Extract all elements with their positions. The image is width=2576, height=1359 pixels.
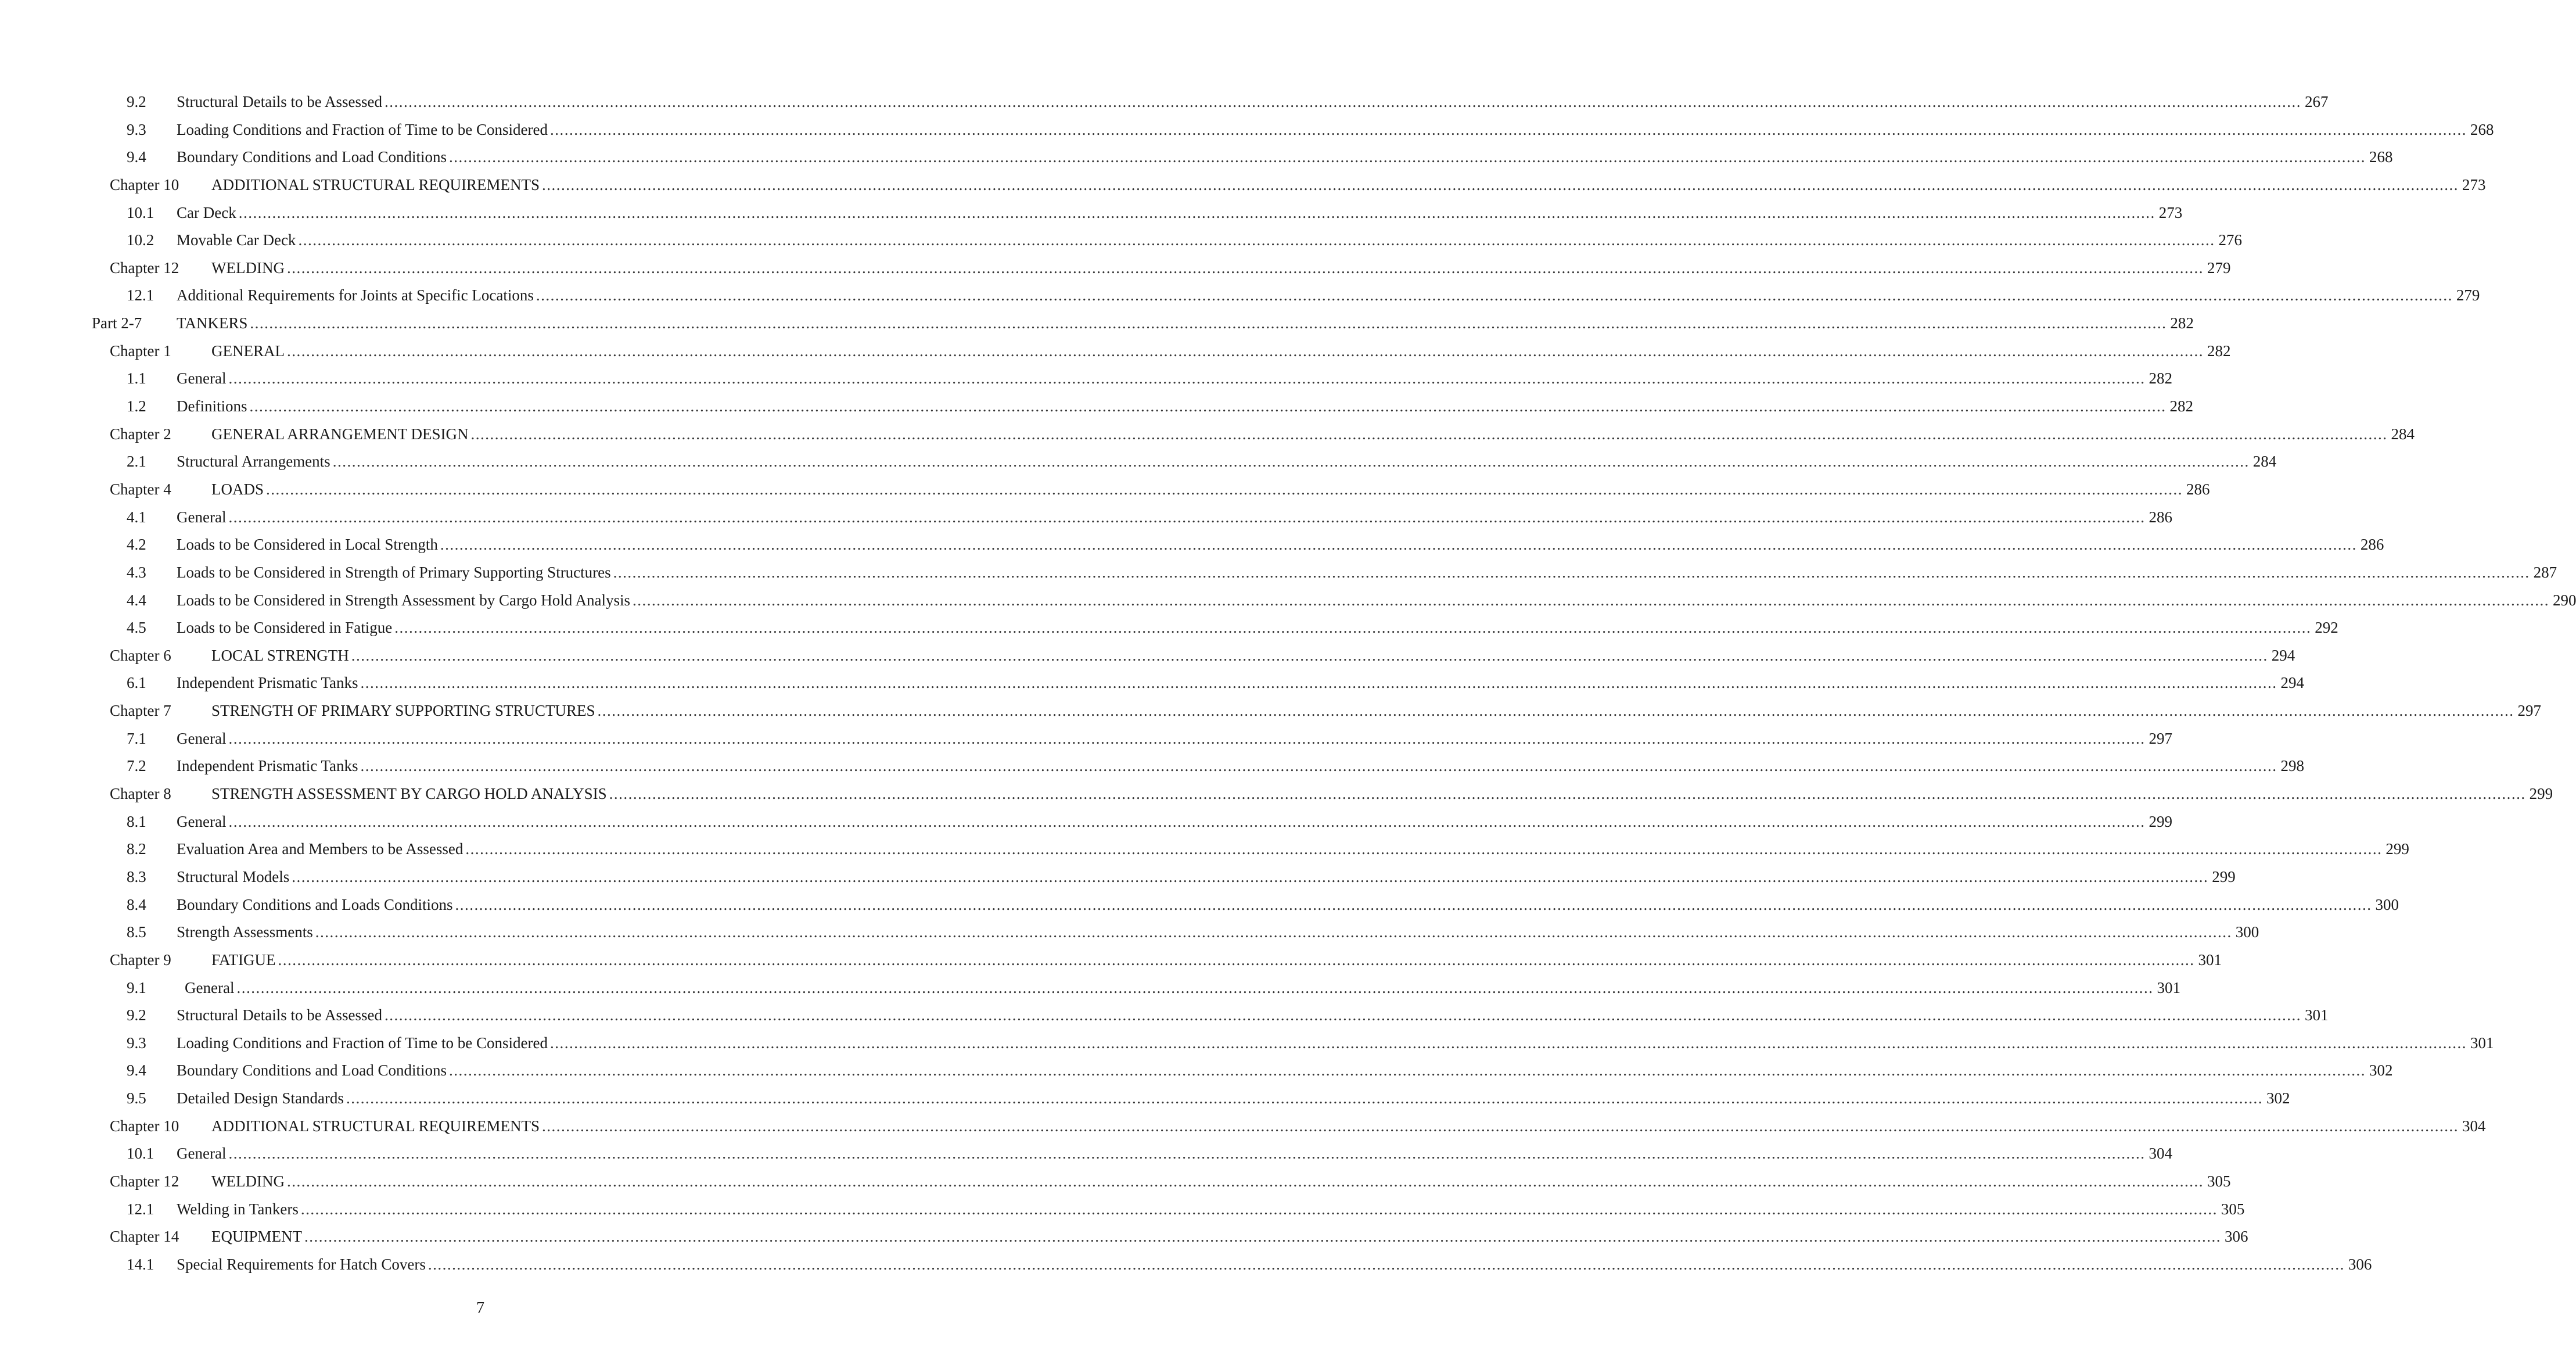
toc-entry-title: Loading Conditions and Fraction of Time to be Considered — [177, 1034, 548, 1052]
toc-entry-section[interactable] — [0, 1057, 2393, 1085]
toc-entry-title: General — [177, 370, 227, 388]
toc-dot-leader: ................................................................................................................................................................................................................................................................................................................................................................................................................ — [597, 702, 2514, 720]
toc-entry-section[interactable] — [0, 1196, 2245, 1224]
toc-entry-page: 294 — [2280, 674, 2305, 692]
toc-entry-section[interactable] — [0, 1251, 2372, 1279]
toc-entry-number: Chapter 10 — [110, 175, 179, 193]
toc-entry-leader-line — [177, 614, 2338, 642]
toc-entry-number: 8.2 — [127, 840, 146, 858]
toc-entry-page: 299 — [2212, 867, 2236, 885]
toc-entry-number: Chapter 12 — [110, 1172, 179, 1190]
toc-entry-title: Evaluation Area and Members to be Assessed — [177, 840, 464, 858]
toc-dot-leader: ................................................................................................................................................................................................................................................................................................................................................................................................................ — [384, 1006, 2301, 1024]
toc-entry-page: 297 — [2517, 702, 2541, 720]
toc-entry-title: Additional Requirements for Joints at Specific Locations — [177, 286, 534, 304]
toc-entry-page: 298 — [2280, 757, 2305, 775]
toc-dot-leader: ................................................................................................................................................................................................................................................................................................................................................................................................................ — [541, 1117, 2459, 1135]
toc-dot-leader: ................................................................................................................................................................................................................................................................................................................................................................................................................ — [609, 785, 2526, 803]
toc-entry-number: Chapter 14 — [110, 1228, 179, 1246]
toc-entry-page: 286 — [2149, 508, 2172, 526]
toc-entry-page: 299 — [2149, 812, 2172, 830]
toc-entry-title: LOADS — [211, 480, 264, 498]
toc-entry-title: Independent Prismatic Tanks — [177, 757, 358, 775]
toc-dot-leader: ................................................................................................................................................................................................................................................................................................................................................................................................................ — [632, 591, 2549, 609]
toc-entry-number: 9.5 — [127, 1089, 146, 1107]
toc-entry-number: 14.1 — [127, 1255, 155, 1273]
toc-entry-leader-line — [211, 946, 2222, 974]
toc-dot-leader: ................................................................................................................................................................................................................................................................................................................................................................................................................ — [549, 1034, 2467, 1052]
toc-entry-title: ADDITIONAL STRUCTURAL REQUIREMENTS — [211, 1117, 540, 1135]
toc-entry-leader-line — [211, 338, 2231, 365]
toc-entry-section[interactable] — [0, 1085, 2290, 1113]
toc-entry-leader-line — [211, 1113, 2486, 1141]
toc-entry-page: 302 — [2369, 1062, 2393, 1080]
toc-entry-page: 286 — [2186, 480, 2210, 498]
toc-entry-page: 294 — [2271, 646, 2295, 664]
toc-entry-title: Structural Arrangements — [177, 453, 330, 471]
toc-dot-leader: ................................................................................................................................................................................................................................................................................................................................................................................................................ — [250, 314, 2167, 332]
toc-entry-number: 10.2 — [127, 231, 155, 249]
toc-dot-leader: ................................................................................................................................................................................................................................................................................................................................................................................................................ — [465, 840, 2383, 858]
toc-entry-chapter[interactable] — [0, 338, 2231, 365]
toc-entry-title: Independent Prismatic Tanks — [177, 674, 358, 692]
toc-dot-leader: ................................................................................................................................................................................................................................................................................................................................................................................................................ — [427, 1255, 2345, 1273]
toc-entry-leader-line — [211, 171, 2486, 199]
toc-entry-section[interactable] — [0, 559, 2557, 587]
toc-dot-leader: ................................................................................................................................................................................................................................................................................................................................................................................................................ — [360, 674, 2277, 692]
toc-dot-leader: ................................................................................................................................................................................................................................................................................................................................................................................................................ — [292, 867, 2209, 885]
toc-entry-title: Loads to be Considered in Strength Assessment by Cargo Hold Analysis — [177, 591, 630, 609]
toc-entry-section[interactable] — [0, 919, 2259, 946]
toc-entry-page: 300 — [2375, 895, 2399, 913]
toc-dot-leader: ................................................................................................................................................................................................................................................................................................................................................................................................................ — [315, 923, 2232, 941]
toc-entry-page: 305 — [2207, 1172, 2231, 1190]
toc-entry-section[interactable] — [0, 836, 2409, 863]
toc-entry-page: 267 — [2304, 93, 2329, 110]
toc-dot-leader: ................................................................................................................................................................................................................................................................................................................................................................................................................ — [541, 175, 2459, 193]
toc-dot-leader: ................................................................................................................................................................................................................................................................................................................................................................................................................ — [266, 480, 2183, 498]
toc-dot-leader: ................................................................................................................................................................................................................................................................................................................................................................................................................ — [346, 1089, 2263, 1107]
toc-entry-leader-line — [177, 310, 2194, 338]
toc-entry-section[interactable] — [0, 669, 2305, 697]
toc-entry-number: 9.4 — [127, 148, 146, 166]
toc-entry-number: Chapter 4 — [110, 480, 171, 498]
toc-entry-section[interactable] — [0, 725, 2172, 753]
toc-entry-number: Chapter 10 — [110, 1117, 179, 1135]
toc-entry-number: 7.2 — [127, 757, 146, 775]
toc-entry-number: Chapter 12 — [110, 259, 179, 277]
toc-entry-section[interactable] — [0, 1030, 2494, 1057]
toc-entry-page: 300 — [2235, 923, 2259, 941]
toc-entry-title: Detailed Design Standards — [177, 1089, 344, 1107]
toc-entry-title: Loads to be Considered in Fatigue — [177, 619, 393, 637]
toc-entry-section[interactable] — [0, 808, 2172, 836]
toc-entry-page: 299 — [2529, 785, 2553, 803]
toc-entry-chapter[interactable] — [0, 421, 2415, 449]
toc-entry-leader-line — [177, 587, 2576, 615]
toc-entry-section[interactable] — [0, 393, 2193, 421]
toc-entry-number: 1.2 — [127, 397, 146, 415]
toc-dot-leader: ................................................................................................................................................................................................................................................................................................................................................................................................................ — [278, 951, 2195, 969]
toc-dot-leader: ................................................................................................................................................................................................................................................................................................................................................................................................................ — [394, 619, 2312, 637]
toc-entry-title: Boundary Conditions and Load Conditions — [177, 148, 447, 166]
toc-entry-page: 290 — [2552, 591, 2576, 609]
toc-entry-page: 279 — [2456, 286, 2480, 304]
toc-entry-section[interactable] — [0, 282, 2480, 310]
toc-entry-number: 6.1 — [127, 674, 146, 692]
toc-entry-chapter[interactable] — [0, 1168, 2231, 1196]
toc-entry-number: Chapter 6 — [110, 646, 171, 664]
toc-entry-section[interactable] — [0, 227, 2242, 254]
toc-entry-number: 8.3 — [127, 867, 146, 885]
toc-entry-page: 297 — [2149, 729, 2172, 747]
toc-entry-page: 273 — [2462, 175, 2486, 193]
toc-entry-title: STRENGTH OF PRIMARY SUPPORTING STRUCTURES — [211, 702, 595, 720]
toc-entry-number: 4.3 — [127, 563, 146, 581]
toc-entry-page: 268 — [2470, 120, 2494, 138]
toc-entry-page: 301 — [2198, 951, 2222, 969]
toc-entry-page: 273 — [2158, 203, 2183, 221]
toc-entry-page: 282 — [2169, 397, 2193, 415]
toc-entry-leader-line — [177, 88, 2329, 116]
toc-entry-title: LOCAL STRENGTH — [211, 646, 349, 664]
toc-entry-page: 282 — [2149, 370, 2172, 388]
toc-entry-number: 12.1 — [127, 1200, 155, 1218]
toc-entry-leader-line — [177, 725, 2172, 753]
toc-entry-chapter[interactable] — [0, 697, 2541, 725]
toc-entry-leader-line — [211, 476, 2210, 504]
toc-entry-number: 4.1 — [127, 508, 146, 526]
toc-dot-leader: ................................................................................................................................................................................................................................................................................................................................................................................................................ — [304, 1228, 2221, 1246]
toc-entry-title: Loads to be Considered in Strength of Primary Supporting Structures — [177, 563, 611, 581]
toc-dot-leader: ................................................................................................................................................................................................................................................................................................................................................................................................................ — [549, 120, 2467, 138]
toc-dot-leader: ................................................................................................................................................................................................................................................................................................................................................................................................................ — [286, 259, 2204, 277]
toc-entry-page: 282 — [2207, 342, 2231, 360]
toc-entry-title: Special Requirements for Hatch Covers — [177, 1255, 426, 1273]
toc-dot-leader: ................................................................................................................................................................................................................................................................................................................................................................................................................ — [228, 508, 2146, 526]
toc-entry-page: 279 — [2207, 259, 2231, 277]
toc-entry-title: General — [177, 812, 227, 830]
toc-entry-page: 306 — [2348, 1255, 2372, 1273]
toc-entry-leader-line — [211, 254, 2231, 282]
toc-entry-number: 9.3 — [127, 120, 146, 138]
toc-entry-page: 301 — [2157, 978, 2180, 996]
toc-entry-number: 10.1 — [127, 1145, 155, 1163]
toc-entry-leader-line — [177, 1251, 2372, 1279]
toc-dot-leader: ................................................................................................................................................................................................................................................................................................................................................................................................................ — [228, 370, 2146, 388]
toc-entry-chapter[interactable] — [0, 476, 2210, 504]
toc-entry-leader-line — [211, 697, 2541, 725]
toc-entry-title: Car Deck — [177, 203, 236, 221]
toc-entry-page: 306 — [2225, 1228, 2248, 1246]
toc-entry-title: Definitions — [177, 397, 247, 415]
toc-entry-page: 305 — [2221, 1200, 2245, 1218]
toc-entry-chapter[interactable] — [0, 780, 2553, 808]
toc-entry-section[interactable] — [0, 448, 2277, 476]
toc-entry-page: 302 — [2266, 1089, 2290, 1107]
toc-entry-section[interactable] — [0, 88, 2329, 116]
toc-dot-leader: ................................................................................................................................................................................................................................................................................................................................................................................................................ — [449, 148, 2366, 166]
toc-dot-leader: ................................................................................................................................................................................................................................................................................................................................................................................................................ — [286, 1172, 2204, 1190]
toc-dot-leader: ................................................................................................................................................................................................................................................................................................................................................................................................................ — [298, 231, 2215, 249]
toc-dot-leader: ................................................................................................................................................................................................................................................................................................................................................................................................................ — [536, 286, 2453, 304]
toc-entry-section[interactable] — [0, 863, 2236, 891]
toc-dot-leader: ................................................................................................................................................................................................................................................................................................................................................................................................................ — [455, 895, 2372, 913]
toc-entry-title: Movable Car Deck — [177, 231, 296, 249]
toc-entry-part[interactable] — [0, 310, 2194, 338]
toc-entry-page: 304 — [2149, 1145, 2172, 1163]
toc-entry-chapter[interactable] — [0, 171, 2486, 199]
toc-entry-chapter[interactable] — [0, 1223, 2248, 1251]
toc-entry-page: 301 — [2470, 1034, 2494, 1052]
toc-entry-page: 284 — [2252, 453, 2277, 471]
toc-dot-leader: ................................................................................................................................................................................................................................................................................................................................................................................................................ — [384, 93, 2301, 110]
toc-entry-title: Loading Conditions and Fraction of Time to be Considered — [177, 120, 548, 138]
toc-entry-title: General — [185, 978, 235, 996]
toc-entry-leader-line — [211, 642, 2295, 670]
toc-entry-title: WELDING — [211, 259, 285, 277]
toc-dot-leader: ................................................................................................................................................................................................................................................................................................................................................................................................................ — [470, 425, 2388, 443]
page-number: 7 — [476, 1299, 484, 1317]
toc-entry-number: Chapter 9 — [110, 951, 171, 969]
toc-entry-number: 8.4 — [127, 895, 146, 913]
toc-entry-leader-line — [177, 808, 2172, 836]
toc-entry-leader-line — [177, 1057, 2393, 1085]
toc-entry-leader-line — [211, 780, 2553, 808]
toc-entry-page: 304 — [2462, 1117, 2486, 1135]
toc-entry-leader-line — [177, 1002, 2329, 1030]
toc-entry-section[interactable] — [0, 365, 2172, 393]
toc-entry-title: GENERAL — [211, 342, 285, 360]
toc-dot-leader: ................................................................................................................................................................................................................................................................................................................................................................................................................ — [236, 978, 2154, 996]
toc-dot-leader: ................................................................................................................................................................................................................................................................................................................................................................................................................ — [228, 1145, 2146, 1163]
toc-entry-title: FATIGUE — [211, 951, 276, 969]
toc-entry-leader-line — [177, 891, 2399, 919]
toc-entry-number: 9.4 — [127, 1062, 146, 1080]
toc-entry-number: 9.1 — [127, 978, 146, 996]
toc-entry-number: Chapter 7 — [110, 702, 171, 720]
toc-entry-title: Boundary Conditions and Loads Conditions — [177, 895, 453, 913]
toc-entry-leader-line — [177, 752, 2305, 780]
toc-entry-chapter[interactable] — [0, 642, 2295, 670]
toc-entry-leader-line — [177, 669, 2305, 697]
toc-entry-title: Welding in Tankers — [177, 1200, 299, 1218]
toc-entry-leader-line — [177, 393, 2193, 421]
toc-entry-section[interactable] — [0, 144, 2393, 171]
toc-entry-chapter[interactable] — [0, 254, 2231, 282]
toc-entry-title: General — [177, 729, 227, 747]
toc-entry-number: Part 2-7 — [92, 314, 142, 332]
toc-entry-title: Boundary Conditions and Load Conditions — [177, 1062, 447, 1080]
toc-entry-number: 10.1 — [127, 203, 155, 221]
toc-dot-leader: ................................................................................................................................................................................................................................................................................................................................................................................................................ — [613, 563, 2530, 581]
toc-entry-number: 4.5 — [127, 619, 146, 637]
toc-entry-title: General — [177, 508, 227, 526]
toc-entry-page: 282 — [2170, 314, 2194, 332]
toc-entry-leader-line — [177, 919, 2259, 946]
toc-dot-leader: ................................................................................................................................................................................................................................................................................................................................................................................................................ — [360, 757, 2277, 775]
toc-entry-leader-line — [177, 144, 2393, 171]
toc-entry-number: 8.1 — [127, 812, 146, 830]
toc-entry-number: 9.3 — [127, 1034, 146, 1052]
toc-entry-number: 8.5 — [127, 923, 146, 941]
toc-entry-leader-line — [177, 863, 2236, 891]
toc-entry-leader-line — [177, 1030, 2494, 1057]
toc-entry-leader-line — [177, 1196, 2245, 1224]
toc-entry-title: Loads to be Considered in Local Strength — [177, 536, 438, 554]
toc-entry-page: 276 — [2218, 231, 2242, 249]
toc-entry-title: GENERAL ARRANGEMENT DESIGN — [211, 425, 469, 443]
toc-entry-leader-line — [177, 1085, 2290, 1113]
toc-entry-section[interactable] — [0, 1140, 2172, 1168]
toc-entry-section[interactable] — [0, 531, 2384, 559]
toc-entry-number: 12.1 — [127, 286, 155, 304]
toc-entry-title: ADDITIONAL STRUCTURAL REQUIREMENTS — [211, 175, 540, 193]
toc-entry-title: General — [177, 1145, 227, 1163]
toc-entry-number: 2.1 — [127, 453, 146, 471]
toc-entry-leader-line — [211, 1168, 2231, 1196]
toc-entry-number: Chapter 2 — [110, 425, 171, 443]
toc-dot-leader: ................................................................................................................................................................................................................................................................................................................................................................................................................ — [228, 729, 2146, 747]
toc-entry-leader-line — [211, 421, 2415, 449]
toc-dot-leader: ................................................................................................................................................................................................................................................................................................................................................................................................................ — [351, 646, 2268, 664]
toc-entry-section[interactable] — [0, 752, 2305, 780]
toc-entry-number: 4.2 — [127, 536, 146, 554]
toc-dot-leader: ................................................................................................................................................................................................................................................................................................................................................................................................................ — [440, 536, 2357, 554]
toc-entry-section[interactable] — [0, 1002, 2329, 1030]
toc-entry-number: 7.1 — [127, 729, 146, 747]
toc-entry-number: 9.2 — [127, 93, 146, 110]
toc-entry-leader-line — [177, 559, 2557, 587]
toc-entry-section[interactable] — [0, 504, 2172, 532]
table-of-contents — [0, 88, 2576, 1279]
toc-dot-leader: ................................................................................................................................................................................................................................................................................................................................................................................................................ — [300, 1200, 2218, 1218]
toc-entry-chapter[interactable] — [0, 946, 2222, 974]
toc-entry-number: Chapter 1 — [110, 342, 171, 360]
toc-entry-number: 4.4 — [127, 591, 146, 609]
toc-entry-page: 284 — [2391, 425, 2415, 443]
toc-entry-section[interactable] — [0, 614, 2338, 642]
toc-dot-leader: ................................................................................................................................................................................................................................................................................................................................................................................................................ — [238, 203, 2155, 221]
toc-entry-page: 301 — [2304, 1006, 2329, 1024]
toc-entry-section[interactable] — [0, 587, 2576, 615]
toc-entry-page: 292 — [2315, 619, 2338, 637]
toc-entry-title: TANKERS — [177, 314, 248, 332]
toc-entry-leader-line — [177, 199, 2183, 227]
toc-entry-chapter[interactable] — [0, 1113, 2486, 1141]
toc-entry-title: Structural Details to be Assessed — [177, 93, 382, 110]
toc-entry-leader-line — [177, 365, 2172, 393]
toc-entry-page: 286 — [2360, 536, 2384, 554]
toc-entry-leader-line — [177, 116, 2494, 144]
toc-entry-section[interactable] — [0, 891, 2399, 919]
toc-entry-leader-line — [185, 974, 2180, 1002]
toc-entry-title: EQUIPMENT — [211, 1228, 302, 1246]
toc-entry-section[interactable] — [0, 199, 2183, 227]
toc-dot-leader: ................................................................................................................................................................................................................................................................................................................................................................................................................ — [332, 453, 2250, 471]
toc-entry-number: Chapter 8 — [110, 785, 171, 803]
toc-entry-title: WELDING — [211, 1172, 285, 1190]
toc-entry-title: Strength Assessments — [177, 923, 313, 941]
toc-dot-leader: ................................................................................................................................................................................................................................................................................................................................................................................................................ — [286, 342, 2204, 360]
toc-entry-leader-line — [211, 1223, 2248, 1251]
toc-entry-leader-line — [177, 448, 2277, 476]
toc-entry-title: STRENGTH ASSESSMENT BY CARGO HOLD ANALYSIS — [211, 785, 607, 803]
toc-entry-leader-line — [177, 227, 2242, 254]
toc-entry-page: 268 — [2369, 148, 2393, 166]
toc-dot-leader: ................................................................................................................................................................................................................................................................................................................................................................................................................ — [449, 1062, 2366, 1080]
toc-dot-leader: ................................................................................................................................................................................................................................................................................................................................................................................................................ — [228, 812, 2146, 830]
toc-entry-section[interactable] — [0, 116, 2494, 144]
toc-entry-leader-line — [177, 836, 2409, 863]
toc-entry-page: 287 — [2533, 563, 2557, 581]
toc-entry-leader-line — [177, 282, 2480, 310]
toc-entry-number: 9.2 — [127, 1006, 146, 1024]
toc-entry-leader-line — [177, 1140, 2172, 1168]
toc-entry-leader-line — [177, 504, 2172, 532]
toc-entry-title: Structural Models — [177, 867, 290, 885]
toc-entry-leader-line — [177, 531, 2384, 559]
toc-entry-title: Structural Details to be Assessed — [177, 1006, 382, 1024]
toc-entry-number: 1.1 — [127, 370, 146, 388]
toc-entry-page: 299 — [2385, 840, 2409, 858]
toc-entry-section[interactable] — [0, 974, 2180, 1002]
toc-dot-leader: ................................................................................................................................................................................................................................................................................................................................................................................................................ — [249, 397, 2167, 415]
